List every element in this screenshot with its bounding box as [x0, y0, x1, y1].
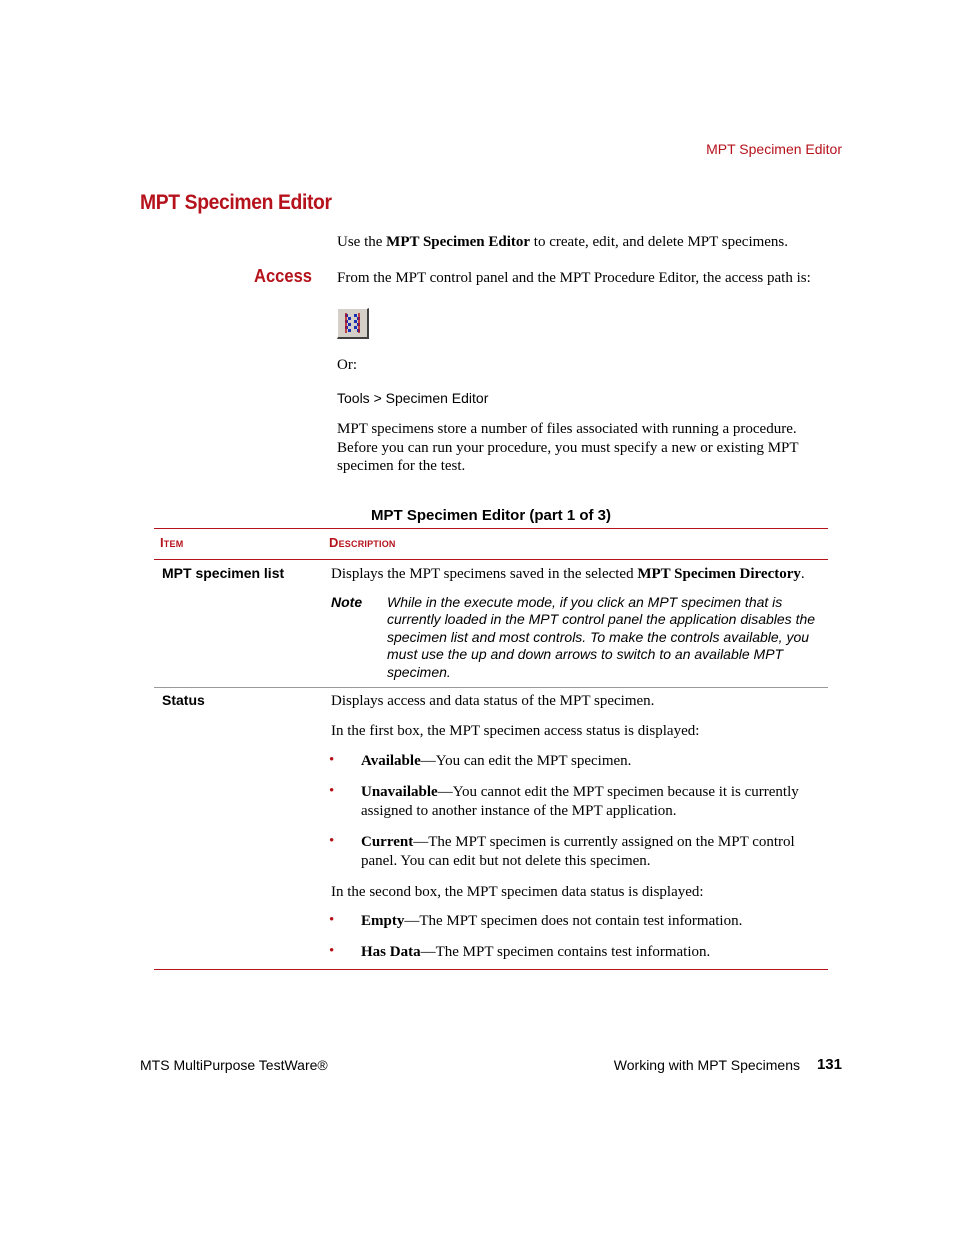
table-title: MPT Specimen Editor (part 1 of 3) — [370, 507, 612, 524]
row-item-specimen-list: MPT specimen list — [162, 565, 285, 581]
desc-pre: Displays the MPT specimens saved in the selected — [331, 566, 638, 582]
description-paragraph: MPT specimens store a number of files associated with running a procedure. Before you can run your procedure, you must specify a new or existing MPT specimen for the test. — [337, 421, 799, 474]
bullet-text: —The MPT specimen does not contain test information. — [404, 913, 743, 929]
running-head: MPT Specimen Editor — [706, 141, 842, 157]
table-bottom-rule — [154, 969, 828, 970]
footer-chapter: Working with MPT Specimens — [613, 1057, 800, 1073]
bullet-has-data — [361, 943, 831, 962]
footer-book-title: MTS MultiPurpose TestWare® — [140, 1057, 328, 1073]
page-number: 131 — [816, 1056, 842, 1073]
bullet-term: Current — [361, 834, 414, 850]
or-text: Or: — [337, 357, 357, 373]
bullet-unavailable — [361, 783, 831, 820]
bullet-text: —You can edit the MPT specimen. — [420, 753, 632, 769]
bullet-text: —The MPT specimen is currently assigned on the MPT control panel. You can edit but not delete this specimen. — [361, 834, 795, 869]
column-header-item: Item — [160, 535, 184, 550]
note-text: While in the execute mode, if you click an MPT specimen that is currently loaded in the MPT control panel the application disables the specimen list and most controls. To make the controls available, you must use the up and down arrows to switch to an available MPT specimen. — [387, 594, 816, 680]
bullet-available — [361, 752, 831, 771]
desc-bold: MPT Specimen Directory — [637, 566, 801, 582]
access-heading: Access — [254, 266, 313, 286]
bullet-term: Available — [361, 753, 421, 769]
bullet-empty — [361, 912, 831, 931]
bullet-marker: • — [329, 833, 335, 849]
access-text: From the MPT control panel and the MPT Procedure Editor, the access path is: — [337, 270, 811, 286]
bullet-marker: • — [329, 943, 335, 959]
bullet-current — [361, 833, 831, 870]
note-label: Note — [331, 594, 363, 610]
status-desc-p2: In the first box, the MPT specimen access status is displayed: — [331, 723, 700, 739]
intro-bold: MPT Specimen Editor — [386, 234, 531, 250]
bullet-marker: • — [329, 752, 335, 768]
row-divider — [154, 687, 828, 688]
intro-pre: Use the — [337, 234, 387, 250]
page-title: MPT Specimen Editor — [140, 191, 332, 214]
bullet-text: —The MPT specimen contains test information. — [420, 944, 711, 960]
intro-paragraph — [337, 233, 837, 252]
intro-post: to create, edit, and delete MPT specimens. — [530, 234, 789, 250]
status-desc-p1: Displays access and data status of the MPT specimen. — [331, 693, 655, 709]
menu-path: Tools > Specimen Editor — [337, 390, 489, 406]
bullet-term: Unavailable — [361, 784, 438, 800]
bullet-term: Empty — [361, 913, 405, 929]
desc-post: . — [800, 566, 805, 582]
row-item-status: Status — [162, 692, 205, 708]
specimen-editor-toolbar-icon — [337, 308, 369, 339]
table-header-rule — [154, 559, 828, 560]
bullet-marker: • — [329, 783, 335, 799]
bullet-marker: • — [329, 912, 335, 928]
status-desc-p3: In the second box, the MPT specimen data status is displayed: — [331, 884, 704, 900]
column-header-description: Description — [329, 535, 396, 550]
table-top-rule — [154, 528, 828, 529]
bullet-text: —You cannot edit the MPT specimen because it is currently assigned to another instance of the MPT application. — [361, 784, 799, 819]
row-desc-specimen-list — [331, 565, 827, 584]
bullet-term: Has Data — [361, 944, 421, 960]
